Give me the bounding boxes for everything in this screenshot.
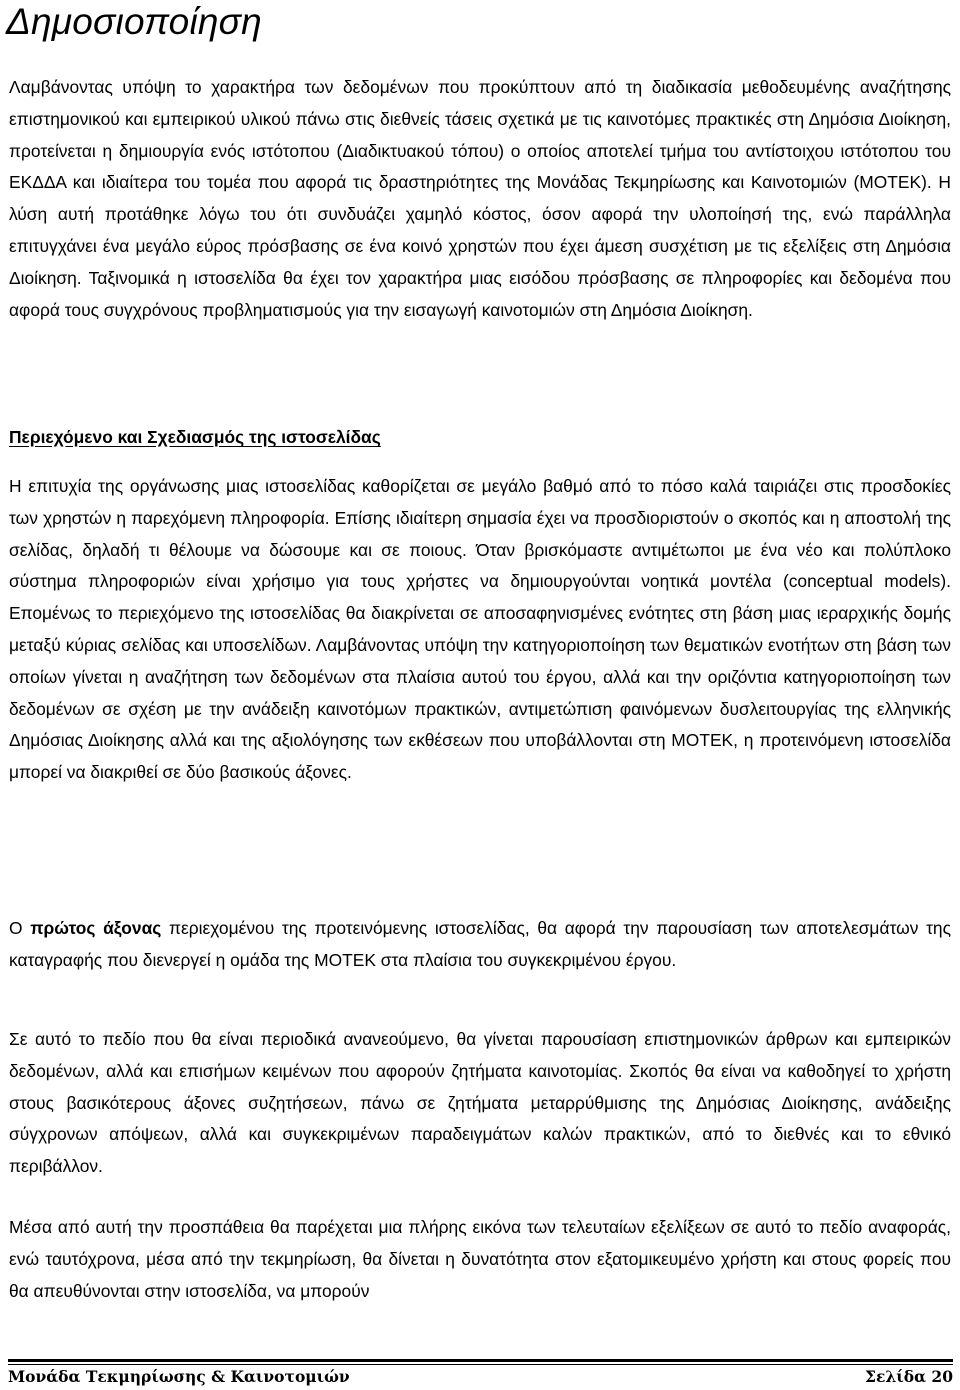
paragraph-first-axis	[9, 913, 951, 977]
section-heading: Περιεχόμενο και Σχεδιασμός της ιστοσελίδας	[9, 427, 381, 447]
paragraph-first-axis-rest: περιεχομένου της προτεινόμενης ιστοσελίδας, θα αφορά την παρουσίαση των αποτελεσμάτων της καταγραφής που διενεργεί η ομάδα της ΜΟΤΕΚ στα πλαίσια του συγκεκριμένου έργου.	[9, 918, 951, 970]
paragraph-first-axis-prefix: Ο	[9, 918, 31, 938]
footer-unit-name: Μονάδα Τεκμηρίωσης & Καινοτομιών	[8, 1367, 350, 1386]
paragraph-intro: Λαμβάνοντας υπόψη το χαρακτήρα των δεδομένων που προκύπτουν από τη διαδικασία μεθοδευμένης αναζήτησης επιστημονικού και εμπειρικού υλικού πάνω στις διεθνείς τάσεις σχετικά με τις καινοτόμες πρακτικές στη Δημόσια Διοίκηση, προτείνεται η δημιουργία ενός ιστότοπου (Διαδικτυακού τόπου) ο οποίος αποτελεί τμήμα του αντίστοιχου ιστότοπου του ΕΚΔΔΑ και ιδιαίτερα του τομέα που αφορά τις δραστηριότητες της Μονάδας Τεκμηρίωσης και Καινοτομιών (ΜΟΤΕΚ). Η λύση αυτή προτάθηκε λόγω του ότι συνδυάζει χαμηλό κόστος, όσον αφορά την υλοποίησή της, ενώ παράλληλα επιτυγχάνει ένα μεγάλο εύρος πρόσβασης σε ένα κοινό χρηστών που έχει άμεση συσχέτιση με τις εξελίξεις στη Δημόσια Διοίκηση. Ταξινομικά η ιστοσελίδα θα έχει τον χαρακτήρα μιας εισόδου πρόσβασης σε πληροφορίες και δεδομένα που αφορά τους συγχρόνους προβληματισμούς για την εισαγωγή καινοτομιών στη Δημόσια Διοίκηση.	[9, 77, 951, 320]
first-axis-emphasis: πρώτος άξονας	[30, 918, 162, 938]
paragraph-overview: Μέσα από αυτή την προσπάθεια θα παρέχεται μια πλήρης εικόνα των τελευταίων εξελίξεων σε αυτό το πεδίο αναφοράς, ενώ ταυτόχρονα, μέσα από την τεκμηρίωση, θα δίνεται η δυνατότητα στον εξατομικευμένο χρήστη και στους φορείς που θα απευθύνονται στην ιστοσελίδα, να μπορούν	[9, 1217, 951, 1301]
footer-rule-thin	[8, 1364, 953, 1365]
footer-rule-thick	[8, 1359, 953, 1362]
page-title: Δημοσιοποίηση	[6, 1, 262, 42]
page-footer	[8, 1366, 953, 1390]
footer-page-number: Σελίδα 20	[865, 1367, 953, 1386]
paragraph-periodic-field: Σε αυτό το πεδίο που θα είναι περιοδικά ανανεούμενο, θα γίνεται παρουσίαση επιστημονικών άρθρων και εμπειρικών δεδομένων, αλλά και επισήμων κειμένων που αφορούν ζητήματα καινοτομίας. Σκοπός θα είναι να καθοδηγεί το χρήστη στους βασικότερους άξονες συζητήσεων, πάνω σε ζητήματα μεταρρύθμισης της Δημόσιας Διοίκησης, ανάδειξης σύγχρονων απόψεων, αλλά και συγκεκριμένων παραδειγμάτων καλών πρακτικών, από το διεθνές και το εθνικό περιβάλλον.	[9, 1029, 951, 1177]
paragraph-content-design: Η επιτυχία της οργάνωσης μιας ιστοσελίδας καθορίζεται σε μεγάλο βαθμό από το πόσο καλά ταιριάζει στις προσδοκίες των χρηστών η παρεχόμενη πληροφορία. Επίσης ιδιαίτερη σημασία έχει να προσδιοριστούν ο σκοπός και η αποστολή της σελίδας, δηλαδή τι θέλουμε να δώσουμε και σε ποιους. Όταν βρισκόμαστε αντιμέτωποι με ένα νέο και πολύπλοκο σύστημα πληροφοριών είναι χρήσιμο για τους χρήστες να δημιουργούνται νοητικά μοντέλα (conceptual models). Επομένως το περιεχόμενο της ιστοσελίδας θα διακρίνεται σε αποσαφηνισμένες ενότητες στη βάση μιας ιεραρχικής δομής μεταξύ κύριας σελίδας και υποσελίδων. Λαμβάνοντας υπόψη την κατηγοριοποίηση των θεματικών ενοτήτων στη βάση των οποίων γίνεται η αναζήτηση των δεδομένων στα πλαίσια αυτού του έργου, αλλά και την οριζόντια κατηγοριοποίηση των δεδομένων σε σχέση με την ανάδειξη καινοτόμων πρακτικών, αντιμετώπιση φαινόμενων δυσλειτουργίας της ελληνικής Δημόσιας Διοίκησης αλλά και της αξιολόγησης των εκθέσεων που υποβάλλονται στη ΜΟΤΕΚ, η προτεινόμενη ιστοσελίδα μπορεί να διακριθεί σε δύο βασικούς άξονες.	[9, 476, 951, 783]
